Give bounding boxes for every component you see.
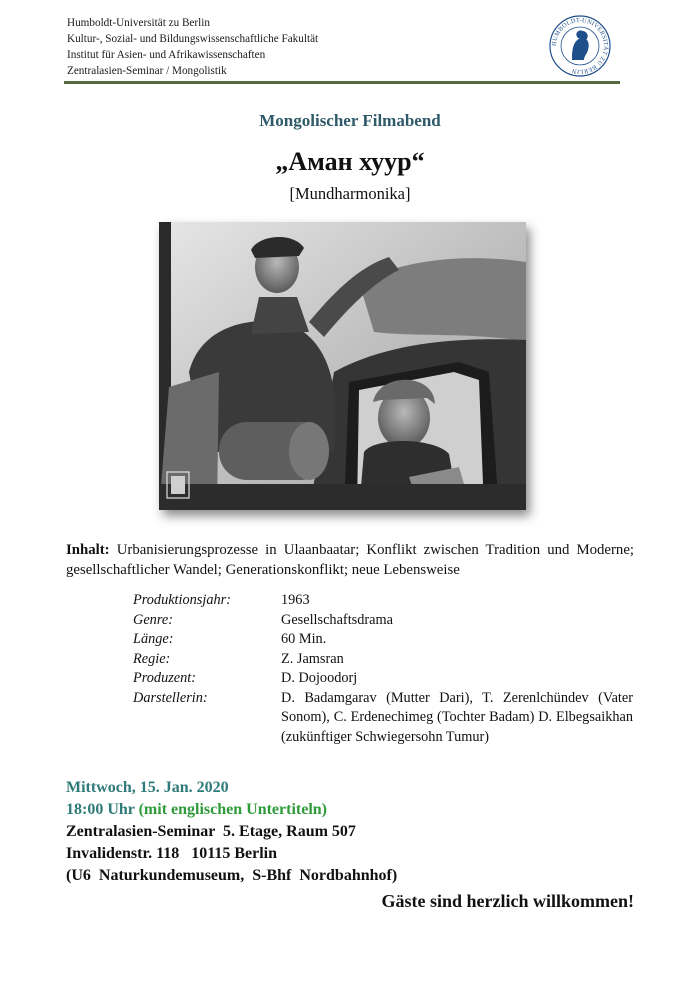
detail-row-genre	[133, 611, 633, 631]
detail-row-cast	[133, 689, 633, 748]
detail-label: Produzent:	[133, 670, 197, 686]
detail-row-director	[133, 650, 633, 670]
detail-label: Genre:	[133, 611, 173, 628]
event-subtitle-note: (mit englischen Untertiteln)	[138, 801, 327, 818]
film-details	[133, 591, 633, 747]
event-address: Invalidenstr. 118 10115 Berlin	[66, 845, 277, 862]
header-line-faculty: Kultur-, Sozial- und Bildungswissenschaftliche Fakultät	[67, 33, 319, 45]
detail-row-year	[133, 591, 633, 611]
film-still-photo	[159, 222, 526, 510]
event-transit: (U6 Naturkundemuseum, S-Bhf Nordbahnhof)	[66, 867, 398, 884]
event-kicker: Mongolischer Filmabend	[259, 111, 441, 130]
content-label: Inhalt:	[66, 542, 110, 558]
university-seal-logo	[548, 14, 612, 78]
header-line-institute: Institut für Asien- und Afrikawissenschaften	[67, 49, 266, 61]
detail-value: 1963	[281, 592, 310, 608]
header-line-university: Humboldt-Universität zu Berlin	[67, 17, 210, 29]
header-divider	[64, 81, 620, 84]
detail-label: Regie:	[133, 650, 171, 667]
detail-value: D. Dojoodorj	[281, 670, 358, 686]
detail-label: Darstellerin:	[133, 689, 208, 706]
detail-label: Länge:	[133, 631, 174, 647]
institution-header	[67, 15, 318, 79]
content-text: Urbanisierungsprozesse in Ulaanbaatar; Konflikt zwischen Tradition und Moderne; gesellschaftlicher Wandel; Generationskonflikt; neue Lebensweise	[66, 542, 635, 578]
welcome-note: Gäste sind herzlich willkommen!	[381, 891, 634, 911]
detail-label: Produktionsjahr:	[133, 592, 231, 608]
svg-text:HUMBOLDT-UNIVERSITÄT ZU BERLIN: HUMBOLDT-UNIVERSITÄT ZU BERLIN	[550, 16, 610, 76]
event-location: Zentralasien-Seminar 5. Etage, Raum 507	[66, 823, 356, 840]
detail-value: 60 Min.	[281, 631, 327, 647]
event-time: 18:00 Uhr	[66, 801, 135, 818]
detail-row-length	[133, 630, 633, 650]
detail-row-producer	[133, 669, 633, 689]
film-title: „Аман хуур“	[275, 147, 425, 176]
detail-value: Z. Jamsran	[281, 650, 344, 667]
film-subtitle: [Mundharmonika]	[289, 184, 411, 203]
content-paragraph	[66, 540, 634, 580]
detail-value: D. Badamgarav (Mutter Dari), T. Zerenlchündev (Vater Sonom), C. Erdenechimeg (Tochter Badam) D. Elbegsaikhan (zukünftiger Schwiegersohn Tumur)	[281, 689, 633, 745]
event-date: Mittwoch, 15. Jan. 2020	[66, 779, 229, 796]
event-info	[66, 777, 397, 887]
event-time-line	[66, 799, 397, 821]
detail-value: Gesellschaftsdrama	[281, 611, 393, 628]
header-line-seminar: Zentralasien-Seminar / Mongolistik	[67, 65, 227, 77]
